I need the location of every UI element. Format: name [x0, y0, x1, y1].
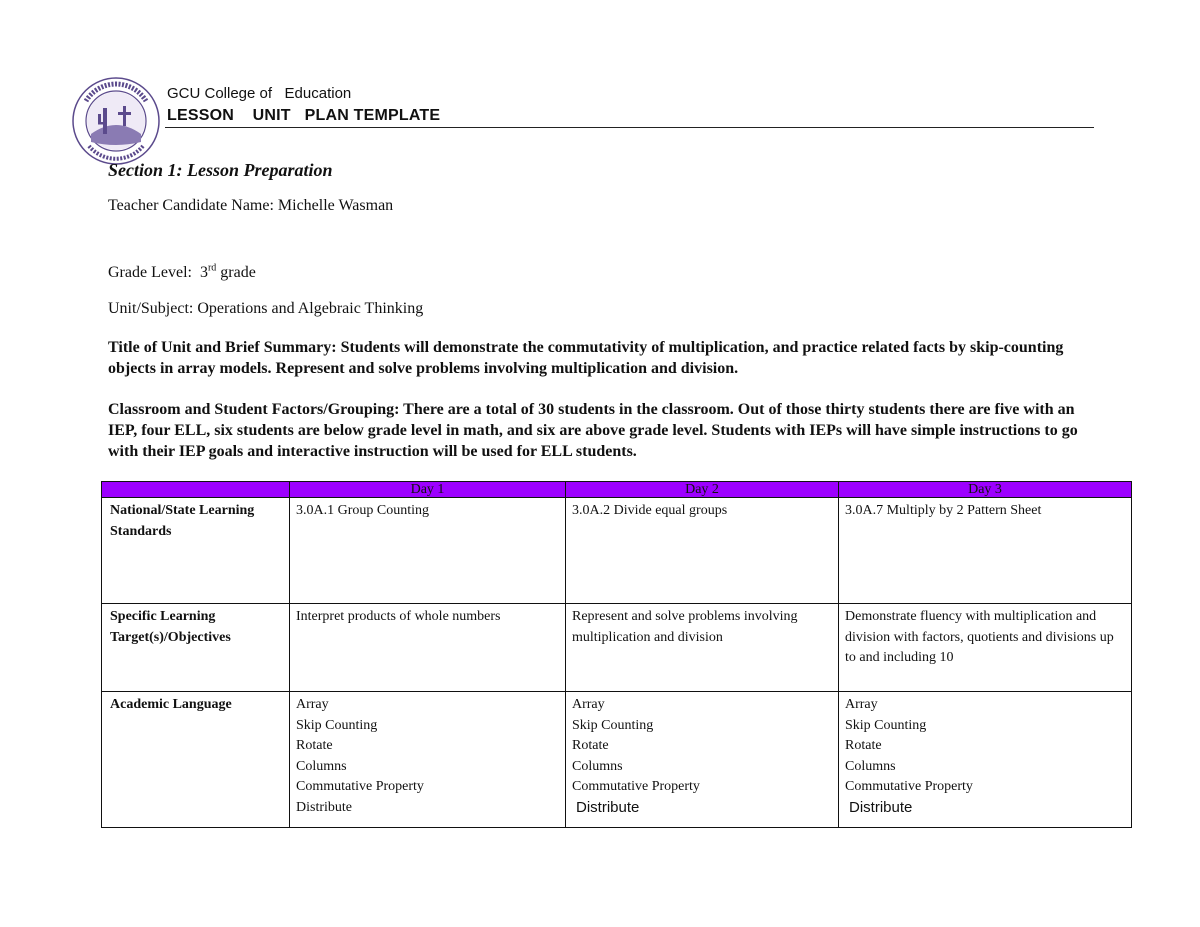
list-item: Skip Counting [572, 717, 654, 733]
list-item: Commutative Property [572, 779, 700, 794]
grade-suffix: rd [207, 262, 217, 274]
objectives-day-2: Represent and solve problems involving multiplication and division [566, 604, 839, 692]
classroom-factors: Classroom and Student Factors/Grouping: There are a total of 30 students in the classroom. Out of those thirty students there are five with an IEP, four ELL, six students are below grade level in math, and six are above grade level. Students with IEPs will have simple instructions to go with their IEP goals and interactive instruction will be used for ELL students. [108, 401, 1078, 460]
grade-level-field [108, 262, 1078, 283]
table-row [102, 604, 1132, 692]
teacher-name-field [108, 195, 1078, 216]
grade-number: 3 [199, 264, 208, 281]
list-item: Array [845, 697, 878, 712]
header-day-2: Day 2 [566, 482, 839, 498]
list-item: Skip Counting [845, 717, 927, 733]
language-day-3 [839, 692, 1132, 828]
list-item: Skip Counting [296, 717, 378, 733]
list-item: Commutative Property [845, 779, 973, 794]
list-item: Distribute [849, 798, 913, 816]
table-row [102, 692, 1132, 828]
header-day-1: Day 1 [290, 482, 566, 498]
template-title: LESSON UNIT PLAN TEMPLATE [167, 107, 441, 124]
row-label-academic-language: Academic Language [102, 692, 290, 828]
list-item: Array [572, 697, 605, 712]
list-item: Rotate [845, 738, 882, 753]
objectives-day-3: Demonstrate fluency with multiplication and division with factors, quotients and divisions up to and including 10 [839, 604, 1132, 692]
gcu-seal-logo [71, 76, 161, 166]
list-item: Distribute [576, 798, 640, 816]
list-item: Rotate [296, 738, 333, 753]
seal-icon [71, 76, 161, 166]
grade-word: grade [220, 264, 256, 281]
teacher-value: Michelle Wasman [277, 197, 394, 214]
list-item: Columns [572, 758, 623, 774]
objectives-day-1: Interpret products of whole numbers [290, 604, 566, 692]
list-item: Commutative Property [296, 779, 424, 794]
college-name: GCU College of Education [167, 85, 352, 102]
list-item: Distribute [296, 799, 352, 815]
header-day-3: Day 3 [839, 482, 1132, 498]
list-item: Rotate [572, 738, 609, 753]
unit-value: Operations and Algebraic Thinking [197, 300, 424, 317]
list-item: Columns [845, 758, 896, 774]
row-label-objectives: Specific Learning Target(s)/Objectives [102, 604, 290, 692]
language-day-1 [290, 692, 566, 828]
table-header-row [102, 482, 1132, 498]
standards-day-2: 3.0A.2 Divide equal groups [566, 498, 839, 604]
teacher-label: Teacher Candidate Name: [108, 197, 274, 214]
unit-label: Unit/Subject: [108, 300, 194, 317]
standards-day-1: 3.0A.1 Group Counting [290, 498, 566, 604]
standards-day-3: 3.0A.7 Multiply by 2 Pattern Sheet [839, 498, 1132, 604]
lesson-plan-table [101, 481, 1132, 828]
row-label-standards: National/State Learning Standards [102, 498, 290, 604]
header-empty [102, 482, 290, 498]
header-rule [165, 127, 1094, 128]
unit-summary: Title of Unit and Brief Summary: Students will demonstrate the commutativity of multiplication, and practice related facts by skip-counting objects in array models. Represent and solve problems involving multiplication and division. [108, 339, 1064, 377]
section-title: Section 1: Lesson Preparation [108, 160, 333, 180]
language-day-2 [566, 692, 839, 828]
list-item: Array [296, 697, 329, 712]
table-row [102, 498, 1132, 604]
list-item: Columns [296, 758, 347, 774]
unit-subject-field [108, 298, 1078, 319]
grade-label: Grade Level: [108, 264, 192, 281]
